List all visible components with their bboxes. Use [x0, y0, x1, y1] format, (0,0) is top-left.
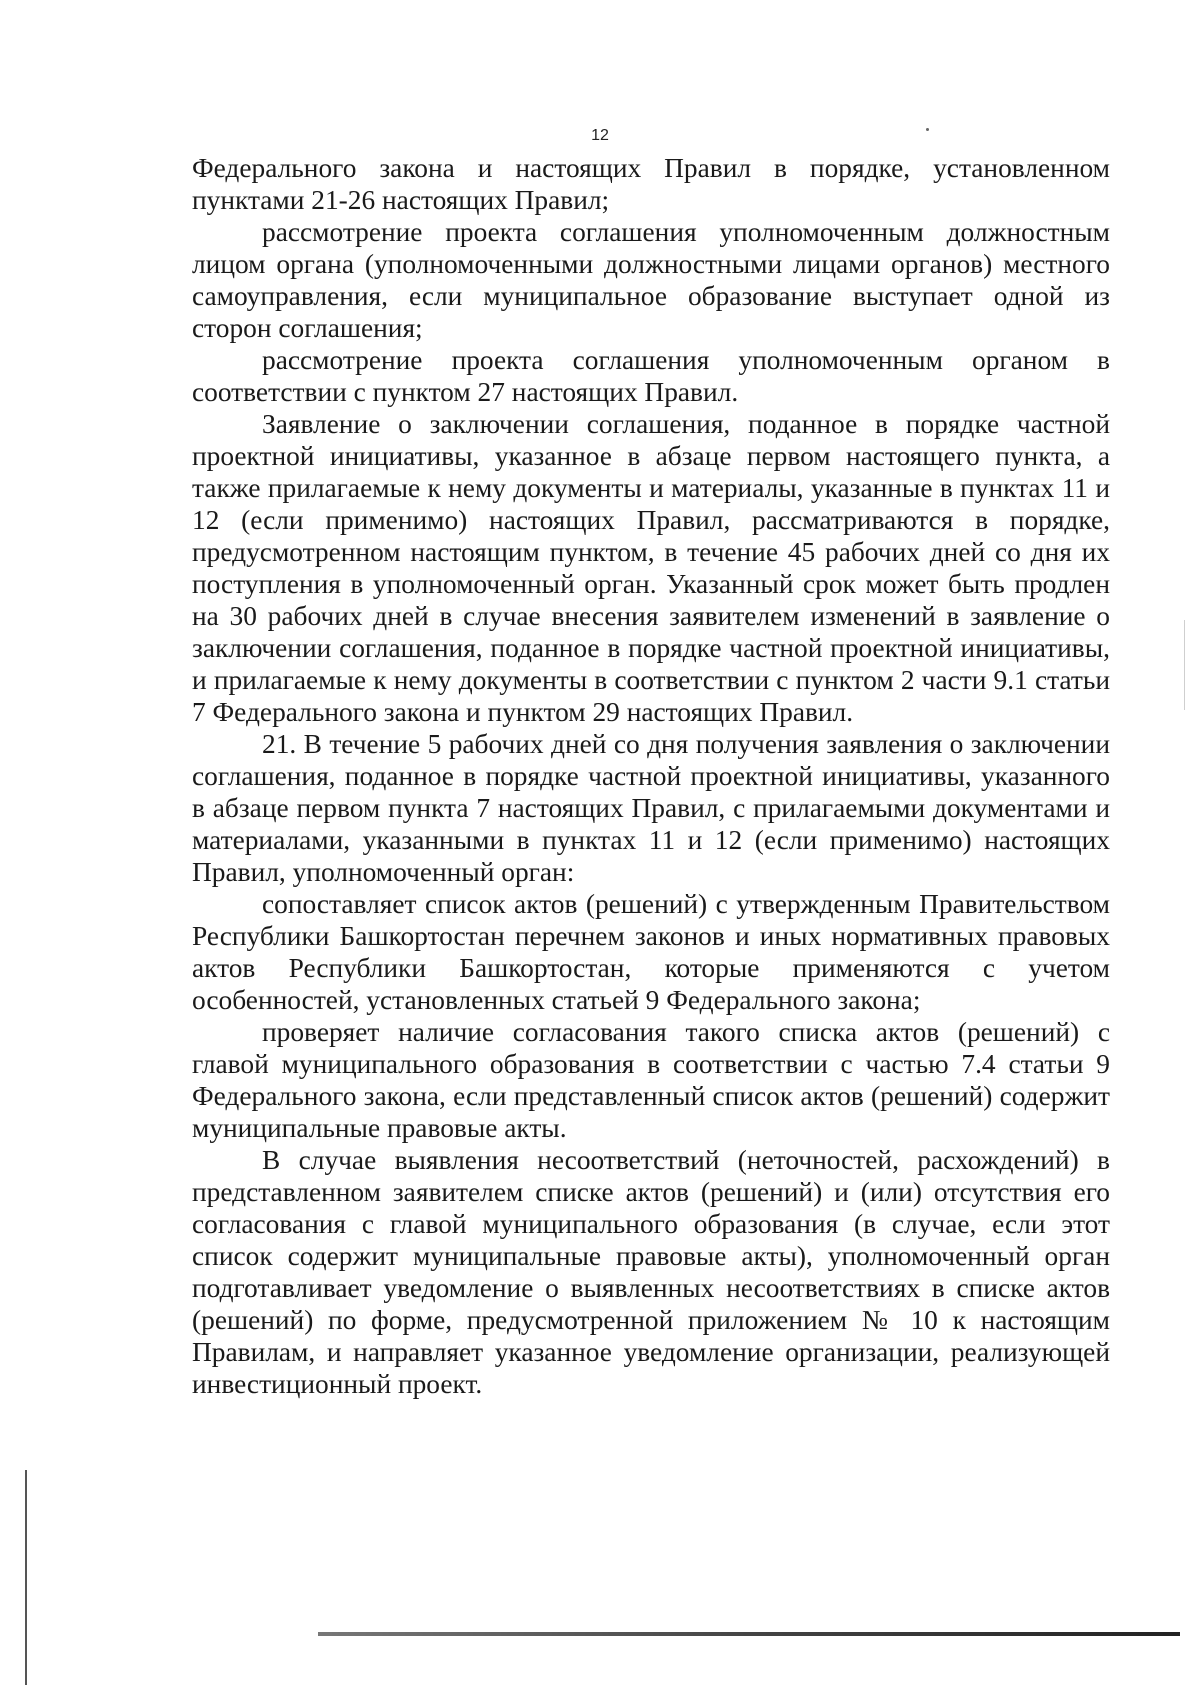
document-text-body	[192, 152, 1110, 1400]
page-number: 12	[591, 127, 609, 144]
scan-dot-mark	[926, 128, 929, 131]
paragraph: проверяет наличие согласования такого списка актов (решений) с главой муниципального образования в соответствии с частью 7.4 статьи 9 Федерального закона, если представленный список актов (решений) содержит муниципальные правовые акты.	[192, 1017, 1110, 1143]
scan-bottom-line	[318, 1632, 1180, 1636]
paragraph: рассмотрение проекта соглашения уполномоченным должностным лицом органа (уполномоченными должностными лицами органов) местного самоуправления, если муниципальное образование выступает одной из сторон соглашения;	[192, 217, 1110, 343]
paragraph: Заявление о заключении соглашения, поданное в порядке частной проектной инициативы, указанное в абзаце первом настоящего пункта, а также прилагаемые к нему документы и материалы, указанные в пунктах 11 и 12 (если применимо) настоящих Правил, рассматриваются в порядке, предусмотренном настоящим пунктом, в течение 45 рабочих дней со дня их поступления в уполномоченный орган. Указанный срок может быть продлен на 30 рабочих дней в случае внесения заявителем изменений в заявление о заключении соглашения, поданное в порядке частной проектной инициативы, и прилагаемые к нему документы в соответствии с пунктом 2 части 9.1 статьи 7 Федерального закона и пунктом 29 настоящих Правил.	[192, 409, 1110, 727]
paragraph: рассмотрение проекта соглашения уполномоченным органом в соответствии с пунктом 27 настоящих Правил.	[192, 345, 1110, 407]
scan-edge-left	[25, 1470, 27, 1685]
scan-edge-right	[1184, 620, 1185, 710]
paragraph: сопоставляет список актов (решений) с утвержденным Правительством Республики Башкортостан перечнем законов и иных нормативных правовых актов Республики Башкортостан, которые применяются с учетом особенностей, установленных статьей 9 Федерального закона;	[192, 889, 1110, 1015]
paragraph: В случае выявления несоответствий (неточностей, расхождений) в представленном заявителем списке актов (решений) и (или) отсутствия его согласования с главой муниципального образования (в случае, если этот список содержит муниципальные правовые акты), уполномоченный орган подготавливает уведомление о выявленных несоответствиях в списке актов (решений) по форме, предусмотренной приложением № 10 к настоящим Правилам, и направляет указанное уведомление организации, реализующей инвестиционный проект.	[192, 1145, 1110, 1399]
paragraph-clause-21: 21. В течение 5 рабочих дней со дня получения заявления о заключении соглашения, поданное в порядке частной проектной инициативы, указанного в абзаце первом пункта 7 настоящих Правил, с прилагаемыми документами и материалами, указанными в пунктах 11 и 12 (если применимо) настоящих Правил, уполномоченный орган:	[192, 729, 1110, 887]
paragraph-continuation: Федерального закона и настоящих Правил в порядке, установленном пунктами 21-26 настоящих Правил;	[192, 153, 1110, 215]
